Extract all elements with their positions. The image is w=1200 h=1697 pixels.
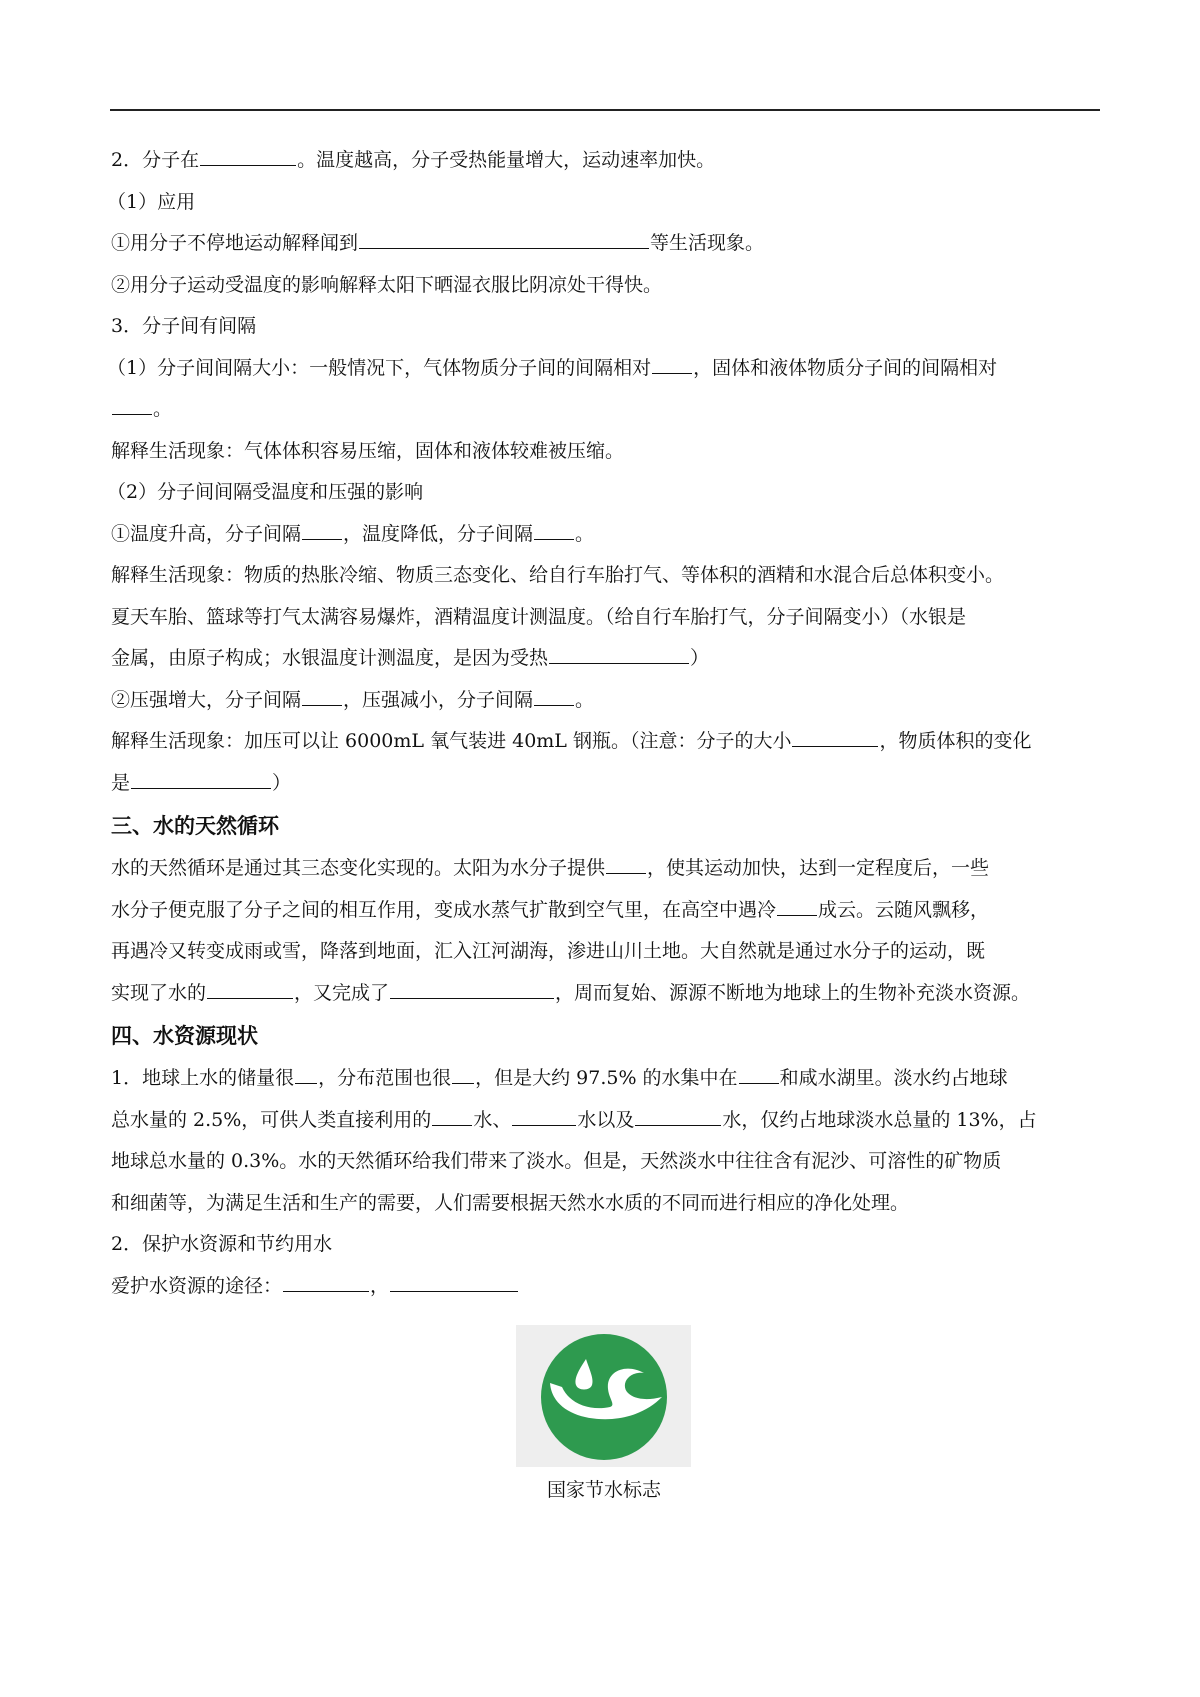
text-line <box>111 306 1103 348</box>
answer-blank <box>777 893 817 916</box>
answer-blank <box>302 683 342 706</box>
text-line <box>111 265 1103 307</box>
answer-blank <box>295 1061 317 1084</box>
text: 2．分子在 <box>111 149 200 171</box>
text: 解释生活现象：物质的热胀冷缩、物质三态变化、给自行车胎打气、等体积的酒精和水混合后总体积变小。 <box>111 564 1005 586</box>
text-line <box>111 1183 1103 1225</box>
text: 和细菌等，为满足生活和生产的需要，人们需要根据天然水水质的不同而进行相应的净化处理。 <box>111 1191 910 1214</box>
text: 1．地球上水的储量很 <box>111 1067 295 1089</box>
text-line <box>111 140 1103 182</box>
text-line <box>111 721 1103 763</box>
text-line <box>111 973 1103 1015</box>
text: 和咸水湖里。淡水约占地球 <box>779 1067 1008 1089</box>
text: （1）分子间间隔大小：一般情况下，气体物质分子间的间隔相对 <box>107 356 652 379</box>
answer-blank <box>549 641 689 664</box>
answer-blank <box>512 1103 576 1126</box>
text: 水，仅约占地球淡水总量的 13%，占 <box>722 1108 1037 1131</box>
text-line <box>111 848 1103 890</box>
text: 金属，由原子构成；水银温度计测温度，是因为受热 <box>111 647 549 669</box>
text: ①温度升高，分子间隔 <box>111 522 302 545</box>
text-line <box>111 931 1103 973</box>
answer-blank <box>131 766 271 789</box>
text: 爱护水资源的途径： <box>111 1274 283 1297</box>
text: ，分布范围也很 <box>318 1067 452 1089</box>
text: ，周而复始、源源不断地为地球上的生物补充淡水资源。 <box>555 981 1031 1004</box>
text: ②压强增大，分子间隔 <box>111 688 302 711</box>
text-line <box>111 514 1103 556</box>
text: （2）分子间间隔受温度和压强的影响 <box>107 481 424 503</box>
text-line <box>107 472 1103 514</box>
text: 等生活现象。 <box>650 232 765 254</box>
answer-blank <box>739 1061 779 1084</box>
text-line <box>111 1058 1103 1100</box>
text: 实现了水的 <box>111 981 207 1004</box>
text: 。 <box>575 522 595 545</box>
answer-blank <box>452 1061 474 1084</box>
text: ，又完成了 <box>294 981 390 1004</box>
text: ②用分子运动受温度的影响解释太阳下晒湿衣服比阴凉处干得快。 <box>111 273 663 296</box>
water-drop-logo-icon <box>516 1325 691 1467</box>
text-line <box>111 1100 1103 1142</box>
text: ） <box>272 771 292 794</box>
text-line <box>111 555 1103 597</box>
text: ，压强减小，分子间隔 <box>343 688 534 711</box>
answer-blank <box>207 976 293 999</box>
text: 夏天车胎、篮球等打气太满容易爆炸，酒精温度计测温度。（给自行车胎打气，分子间隔变小）（水银是 <box>111 605 967 628</box>
text-line <box>111 680 1103 722</box>
answer-blank <box>390 1269 518 1292</box>
text-line <box>111 1266 1103 1308</box>
answer-blank <box>534 683 574 706</box>
text: 。温度越高，分子受热能量增大，运动速率加快。 <box>297 149 716 171</box>
text: 是 <box>111 771 131 794</box>
text-line <box>111 890 1103 932</box>
answer-blank <box>534 517 574 540</box>
text: 水分子便克服了分子之间的相互作用，变成水蒸气扩散到空气里，在高空中遇冷 <box>111 898 777 921</box>
water-saving-logo <box>516 1325 691 1467</box>
answer-blank <box>302 517 342 540</box>
answer-blank <box>283 1269 369 1292</box>
answer-blank <box>359 226 649 249</box>
text: 再遇冷又转变成雨或雪，降落到地面，汇入江河湖海，渗进山川土地。大自然就是通过水分子的运动，既 <box>111 940 986 962</box>
text: ） <box>690 647 710 669</box>
text: ，物质体积的变化 <box>879 730 1032 752</box>
text-line <box>111 638 1103 680</box>
text: 成云。云随风飘移， <box>818 898 990 921</box>
answer-blank <box>635 1103 721 1126</box>
text: ，温度降低，分子间隔 <box>343 522 534 545</box>
text-line <box>111 431 1103 473</box>
text: 解释生活现象：加压可以让 6000mL 氧气装进 40mL 钢瓶。（注意：分子的大小 <box>111 730 792 752</box>
text-line <box>111 763 1103 805</box>
answer-blank <box>606 851 646 874</box>
text: 水的天然循环是通过其三态变化实现的。太阳为水分子提供 <box>111 857 606 879</box>
text-line <box>111 1224 1103 1266</box>
document-body <box>107 140 1103 1307</box>
text: ①用分子不停地运动解释闻到 <box>111 232 359 254</box>
answer-blank <box>200 143 296 166</box>
text: ，使其运动加快，达到一定程度后，一些 <box>647 857 990 879</box>
text: （1）应用 <box>107 190 196 213</box>
text: 总水量的 2.5%，可供人类直接利用的 <box>111 1108 432 1131</box>
text: ， <box>370 1274 390 1297</box>
text: 水、 <box>473 1108 512 1131</box>
text-line <box>107 182 1103 224</box>
answer-blank <box>652 351 692 374</box>
text-line <box>111 1141 1103 1183</box>
section-heading: 四、水资源现状 <box>111 1024 258 1048</box>
text: ，但是大约 97.5% 的水集中在 <box>475 1067 738 1089</box>
header-rule <box>110 109 1100 111</box>
answer-blank <box>792 724 878 747</box>
text: 。 <box>153 398 173 420</box>
text-line <box>111 597 1103 639</box>
answer-blank <box>112 392 152 415</box>
text: 解释生活现象：气体体积容易压缩，固体和液体较难被压缩。 <box>111 439 625 462</box>
text: 水以及 <box>577 1108 635 1131</box>
text-line <box>111 223 1103 265</box>
text: 3．分子间有间隔 <box>111 315 257 337</box>
text: ，固体和液体物质分子间的间隔相对 <box>693 356 998 379</box>
text: 地球总水量的 0.3%。水的天然循环给我们带来了淡水。但是，天然淡水中往往含有泥沙、可溶性的矿物质 <box>111 1150 1002 1172</box>
text: 2．保护水资源和节约用水 <box>111 1233 333 1255</box>
text-line <box>111 389 1103 431</box>
text-line <box>107 348 1103 390</box>
answer-blank <box>390 976 554 999</box>
logo-caption: 国家节水标志 <box>546 1479 661 1501</box>
answer-blank <box>432 1103 472 1126</box>
section-heading: 三、水的天然循环 <box>111 814 279 838</box>
text: 。 <box>575 688 595 711</box>
